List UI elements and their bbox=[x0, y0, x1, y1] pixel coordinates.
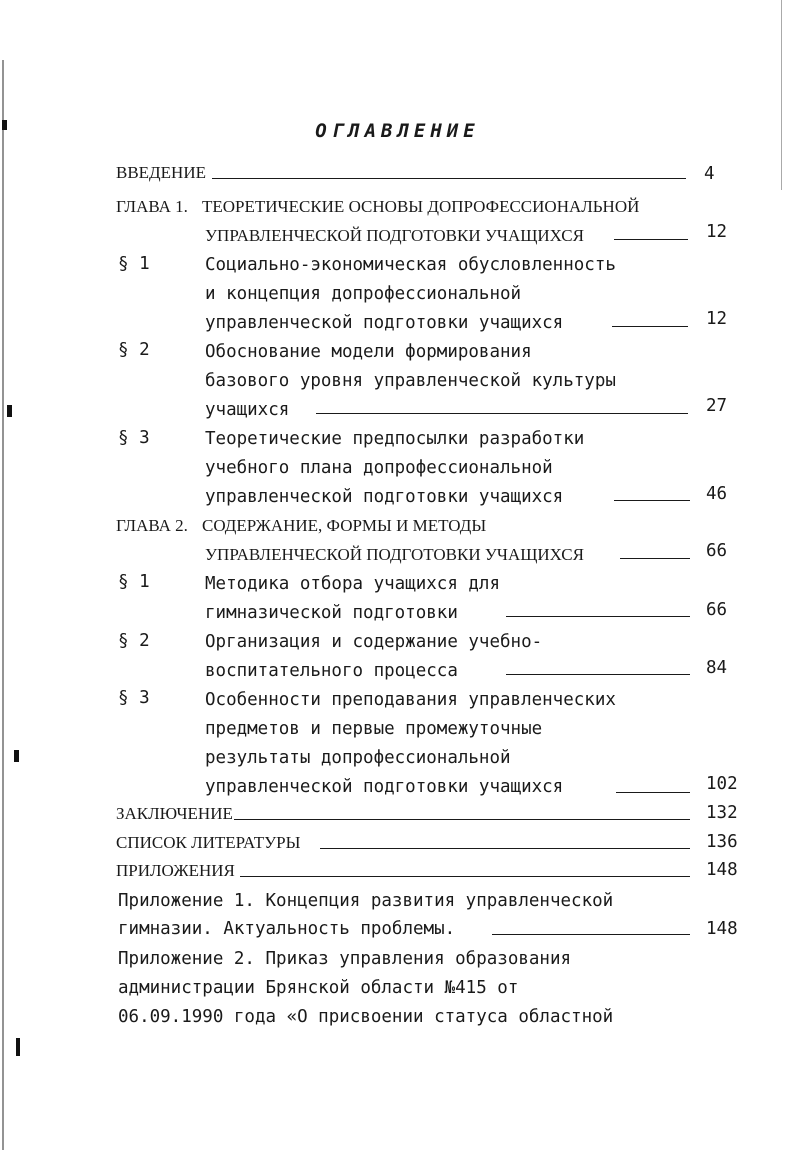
page-number: 66 bbox=[706, 541, 728, 561]
page-title: ОГЛАВЛЕНИЕ bbox=[315, 120, 480, 142]
section-title: учебного плана допрофессиональной bbox=[205, 458, 553, 478]
chapter-title: СОДЕРЖАНИЕ, ФОРМЫ И МЕТОДЫ bbox=[202, 516, 487, 535]
section-label: § 2 bbox=[118, 631, 150, 651]
section-title: управленческой подготовки учащихся bbox=[205, 313, 564, 333]
scan-mark bbox=[14, 750, 19, 762]
page-number: 27 bbox=[706, 396, 728, 416]
page-number: 4 bbox=[704, 164, 715, 184]
section-label: § 2 bbox=[118, 340, 150, 360]
page-number: 148 bbox=[706, 919, 738, 939]
chapter-title: УПРАВЛЕНЧЕСКОЙ ПОДГОТОВКИ УЧАЩИХСЯ bbox=[205, 545, 584, 564]
scan-left-edge bbox=[2, 60, 4, 1150]
section-title: Организация и содержание учебно- bbox=[205, 632, 543, 652]
toc-label: СПИСОК ЛИТЕРАТУРЫ bbox=[116, 833, 301, 852]
section-title: результаты допрофессиональной bbox=[205, 748, 511, 768]
section-title: Методика отбора учащихся для bbox=[205, 574, 501, 594]
scan-right-edge bbox=[781, 0, 782, 190]
section-title: воспитательного процесса bbox=[205, 661, 458, 681]
leader-line bbox=[614, 239, 688, 240]
section-label: § 1 bbox=[118, 572, 150, 592]
appendix-title: 06.09.1990 года «О присвоении статуса областной bbox=[118, 1007, 614, 1027]
leader-line bbox=[506, 616, 690, 617]
leader-line bbox=[614, 500, 690, 501]
section-label: § 1 bbox=[118, 254, 150, 274]
scan-mark bbox=[7, 405, 12, 417]
section-title: и концепция допрофессиональной bbox=[205, 284, 522, 304]
leader-line bbox=[212, 178, 686, 179]
leader-line bbox=[620, 558, 690, 559]
section-title: Социально-экономическая обусловленность bbox=[205, 255, 616, 275]
chapter-title: УПРАВЛЕНЧЕСКОЙ ПОДГОТОВКИ УЧАЩИХСЯ bbox=[205, 226, 584, 245]
page-number: 46 bbox=[706, 484, 728, 504]
appendix-title: Приложение 2. Приказ управления образования bbox=[118, 949, 572, 969]
leader-line bbox=[616, 792, 690, 793]
section-title: управленческой подготовки учащихся bbox=[205, 777, 564, 797]
section-title: управленческой подготовки учащихся bbox=[205, 487, 564, 507]
appendix-title: Приложение 1. Концепция развития управленческой bbox=[118, 891, 614, 911]
leader-line bbox=[612, 326, 688, 327]
section-title: Особенности преподавания управленческих bbox=[205, 690, 616, 710]
page-number: 132 bbox=[706, 803, 738, 823]
section-label: § 3 bbox=[118, 428, 150, 448]
section-title: Теоретические предпосылки разработки bbox=[205, 429, 585, 449]
appendix-title: гимназии. Актуальность проблемы. bbox=[118, 919, 456, 939]
section-title: базового уровня управленческой культуры bbox=[205, 371, 616, 391]
leader-line bbox=[492, 934, 690, 935]
leader-line bbox=[316, 413, 688, 414]
page-number: 84 bbox=[706, 658, 728, 678]
leader-line bbox=[240, 876, 690, 877]
leader-line bbox=[320, 848, 690, 849]
toc-label: ВВЕДЕНИЕ bbox=[116, 163, 206, 182]
page-number: 12 bbox=[706, 222, 728, 242]
scan-mark bbox=[16, 1038, 20, 1056]
page-number: 12 bbox=[706, 309, 728, 329]
chapter-label: ГЛАВА 2. bbox=[116, 516, 188, 535]
page-number: 148 bbox=[706, 860, 738, 880]
section-title: гимназической подготовки bbox=[205, 603, 458, 623]
section-label: § 3 bbox=[118, 688, 150, 708]
toc-label: ПРИЛОЖЕНИЯ bbox=[116, 861, 235, 880]
appendix-title: администрации Брянской области №415 от bbox=[118, 978, 519, 998]
chapter-title: ТЕОРЕТИЧЕСКИЕ ОСНОВЫ ДОПРОФЕССИОНАЛЬНОЙ bbox=[202, 197, 640, 216]
page-number: 136 bbox=[706, 832, 738, 852]
leader-line bbox=[234, 819, 690, 820]
chapter-label: ГЛАВА 1. bbox=[116, 197, 188, 216]
page-number: 102 bbox=[706, 774, 738, 794]
leader-line bbox=[506, 674, 690, 675]
section-title: учащихся bbox=[205, 400, 290, 420]
page-number: 66 bbox=[706, 600, 728, 620]
toc-label: ЗАКЛЮЧЕНИЕ bbox=[116, 804, 233, 823]
section-title: Обоснование модели формирования bbox=[205, 342, 532, 362]
section-title: предметов и первые промежуточные bbox=[205, 719, 543, 739]
